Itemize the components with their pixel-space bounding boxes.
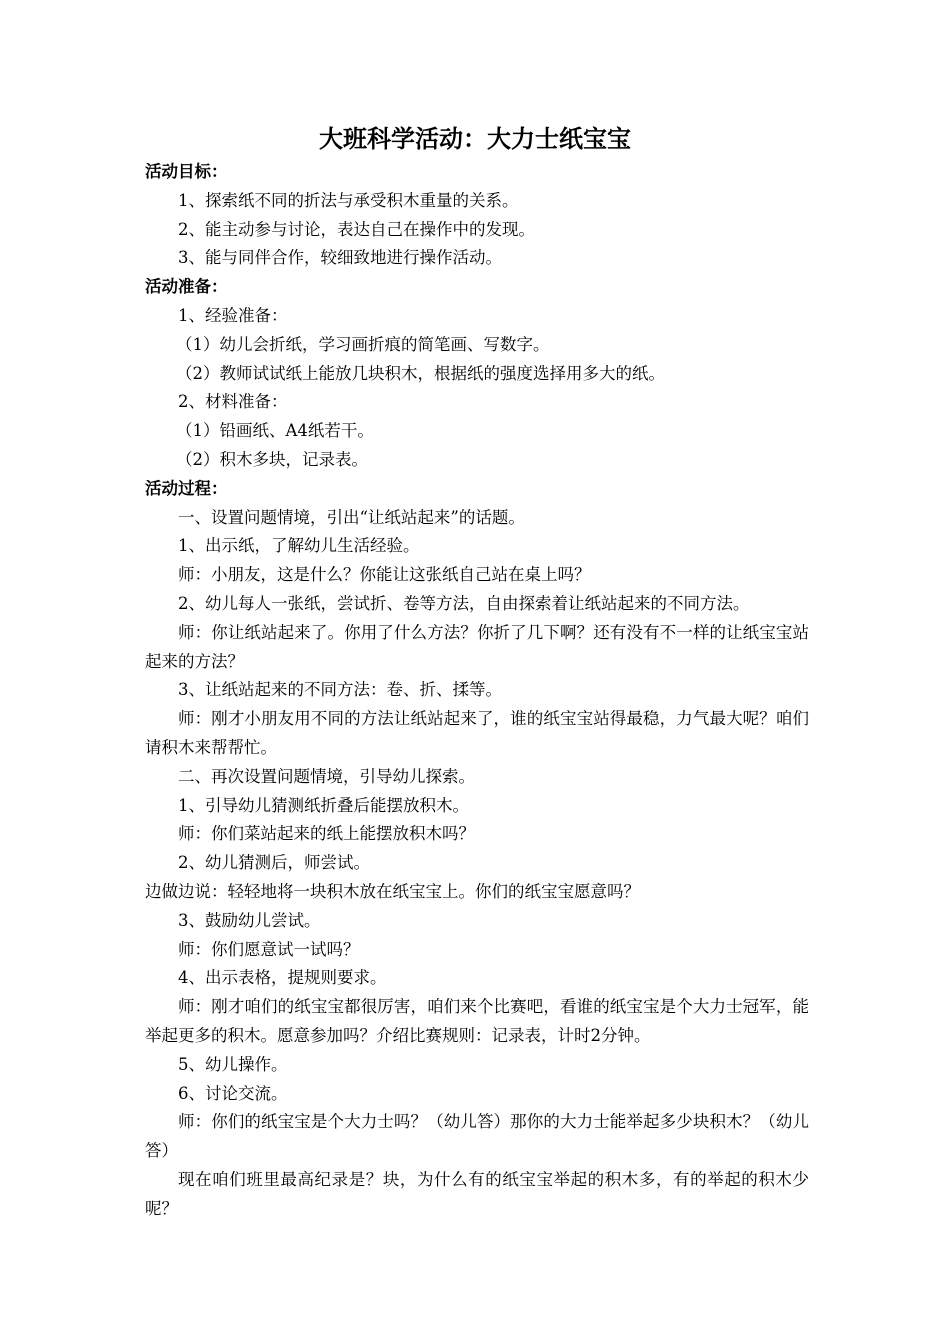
process-paragraph: 边做边说：轻轻地将一块积木放在纸宝宝上。你们的纸宝宝愿意吗？ [145, 881, 640, 901]
process-paragraph: 师：你们的纸宝宝是个大力士吗？（幼儿答）那你的大力士能举起多少块积木？（幼儿答） [145, 1112, 809, 1161]
process-paragraph: 4、出示表格，提规则要求。 [178, 968, 387, 988]
prep-subitem: （2）积木多块，记录表。 [176, 449, 368, 469]
process-paragraph: 1、出示纸，了解幼儿生活经验。 [178, 536, 420, 556]
prep-subitem: （1）铅画纸、A4纸若干。 [176, 421, 374, 441]
document-title: 大班科学活动：大力士纸宝宝 [319, 125, 631, 153]
process-paragraph: 5、幼儿操作。 [178, 1054, 288, 1074]
process-paragraph: 师：你们愿意试一试吗？ [178, 939, 360, 959]
process-paragraph: 6、讨论交流。 [178, 1083, 288, 1103]
process-paragraph: 师：你让纸站起来了。你用了什么方法？你折了几下啊？还有没有不一样的让纸宝宝站起来的方法？ [145, 622, 809, 671]
goal-item: 1、探索纸不同的折法与承受积木重量的关系。 [178, 190, 519, 210]
process-paragraph: 现在咱们班里最高纪录是？块，为什么有的纸宝宝举起的积木多，有的举起的积木少呢？ [145, 1169, 809, 1218]
process-paragraph: 1、引导幼儿猜测纸折叠后能摆放积木。 [178, 795, 469, 815]
prep-item: 2、材料准备： [178, 392, 288, 412]
prep-heading: 活动准备： [145, 277, 228, 297]
prep-subitem: （1）幼儿会折纸，学习画折痕的简笔画、写数字。 [176, 334, 550, 354]
goal-item: 3、能与同伴合作，较细致地进行操作活动。 [178, 248, 502, 268]
prep-subitem: （2）教师试试纸上能放几块积木，根据纸的强度选择用多大的纸。 [176, 363, 665, 383]
prep-item: 1、经验准备： [178, 305, 288, 325]
process-paragraph: 师：小朋友，这是什么？你能让这张纸自己站在桌上吗？ [178, 565, 591, 585]
process-paragraph: 2、幼儿猜测后，师尝试。 [178, 853, 370, 873]
process-paragraph: 一、设置问题情境，引出“让纸站起来”的话题。 [178, 507, 525, 527]
process-heading: 活动过程： [145, 478, 228, 498]
process-paragraph: 师：刚才小朋友用不同的方法让纸站起来了，谁的纸宝宝站得最稳，力气最大呢？咱们请积木来帮帮忙。 [145, 709, 809, 757]
process-paragraph: 3、鼓励幼儿尝试。 [178, 910, 321, 930]
process-paragraph: 二、再次设置问题情境，引导幼儿探索。 [178, 766, 475, 786]
process-paragraph: 3、让纸站起来的不同方法：卷、折、揉等。 [178, 680, 502, 700]
process-paragraph: 2、幼儿每人一张纸，尝试折、卷等方法，自由探索着让纸站起来的不同方法。 [178, 593, 750, 613]
process-paragraph: 师：刚才咱们的纸宝宝都很厉害，咱们来个比赛吧，看谁的纸宝宝是个大力士冠军，能举起更多的积木。愿意参加吗？介绍比赛规则：记录表，计时2分钟。 [145, 997, 809, 1045]
goals-heading: 活动目标： [145, 162, 228, 181]
goal-item: 2、能主动参与讨论，表达自己在操作中的发现。 [178, 219, 535, 239]
document-body [145, 158, 809, 1223]
process-paragraph: 师：你们菜站起来的纸上能摆放积木吗？ [178, 824, 475, 844]
